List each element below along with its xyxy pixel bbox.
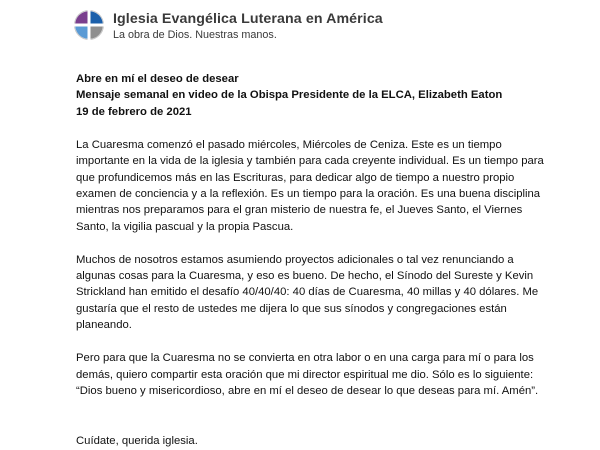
document-title: Abre en mí el deseo de desear [76,73,239,85]
document-date: 19 de febrero de 2021 [76,105,192,118]
organization-logo [73,9,383,43]
paragraph: La Cuaresma comenzó el pasado miércoles, Miércoles de Ceniza. Este es un tiempo importante en la vida de la iglesia y también para cada creyente individual. Es un tiempo para que profundicemos más en las Escrituras, para dedicar algo de tiempo a nuestro propio examen de conciencia y a la reflexión. Es un tiempo para la oración. Es una buena disciplina mientras nos preparamos para el gran misterio de nuestra fe, el Jueves Santo, el Viernes Santo, la vigilia pascual y la propia Pascua. [76,138,544,233]
logo-text [113,9,383,43]
organization-name: Iglesia Evangélica Luterana en América [113,11,383,27]
paragraph: Pero para que la Cuaresma no se convierta en otra labor o en una carga para mí o para los demás, quiero compartir esta oración que mi director espiritual me dio. Sólo es lo siguiente: “Dios bueno y misericordioso, abre en mí el deseo de desear lo que deseas para mí. Amén”. [76,352,539,397]
paragraph: Muchos de nosotros estamos asumiendo proyectos adicionales o tal vez renunciando a algunas cosas para la Cuaresma, y eso es bueno. De hecho, el Sínodo del Sureste y Kevin Strickland han emitido el desafío 40/40/40: 40 días de Cuaresma, 40 millas y 40 dólares. Me gustaría que el resto de ustedes me dijera lo que sus sínodos y congregaciones están planeando. [76,253,539,332]
document-subtitle: Mensaje semanal en video de la Obispa Presidente de la ELCA, Elizabeth Eaton [76,89,503,102]
organization-tagline: La obra de Dios. Nuestras manos. [113,29,277,41]
elca-cross-logo-icon [73,9,105,41]
document-body [76,71,546,450]
logo-cross-horizontal [74,24,104,27]
closing-line: Cuídate, querida iglesia. [76,435,198,448]
